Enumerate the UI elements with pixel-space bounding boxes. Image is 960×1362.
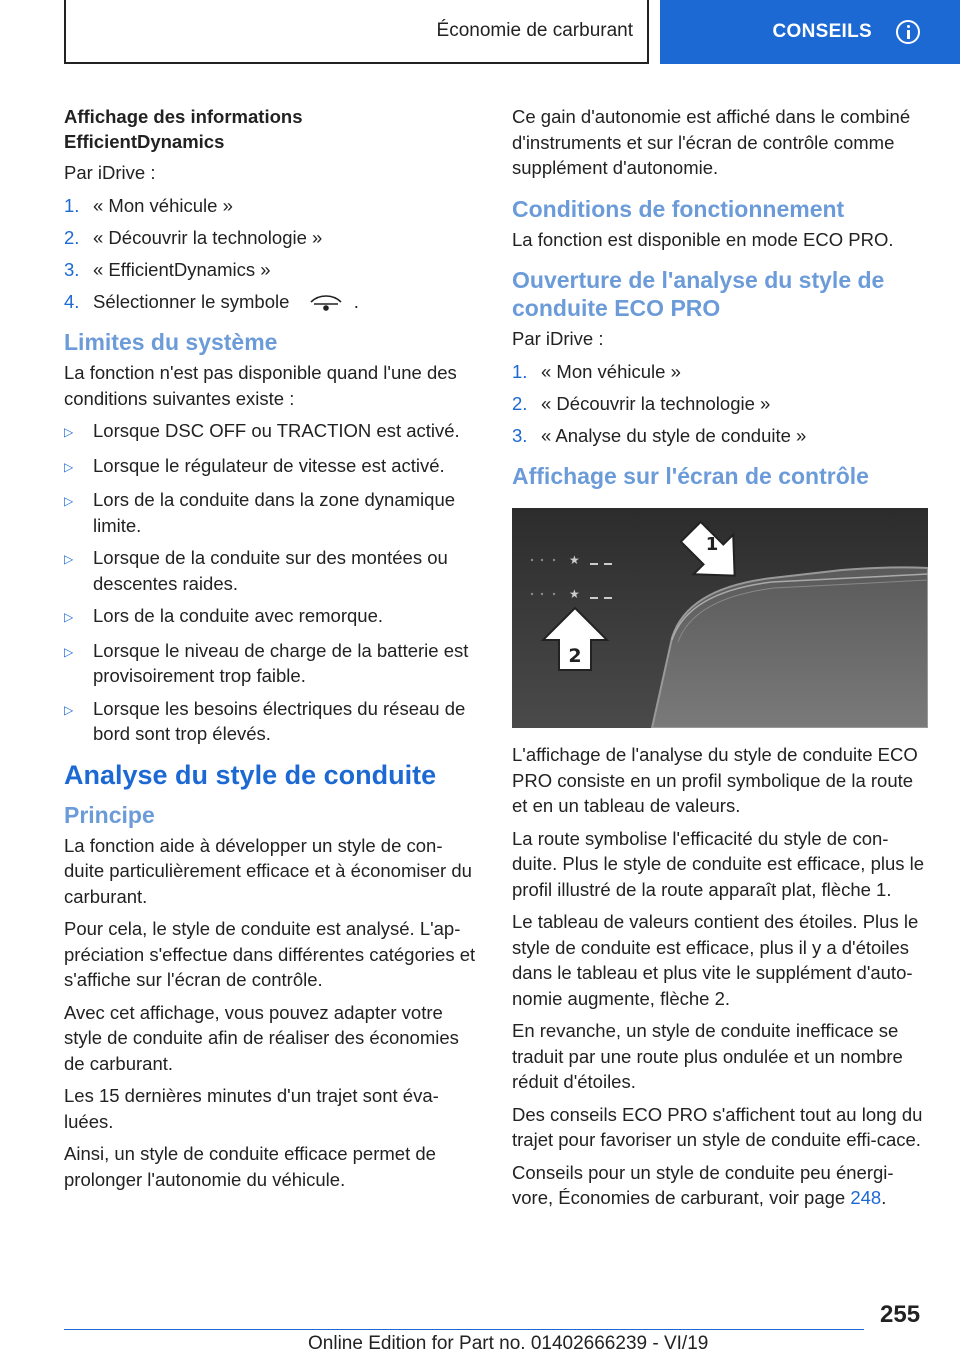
svg-text:★: ★ <box>569 553 580 567</box>
list-item <box>64 289 482 315</box>
principle-paragraph: Pour cela, le style de conduite est analysé. L'ap-préciation s'effectue dans différentes catégories et s'affiche sur l'écran de contrôle. <box>64 918 476 990</box>
right-column <box>512 104 930 1218</box>
triangle-bullet-icon: ▷ <box>64 552 74 566</box>
arrow-1-label: 1 <box>705 534 719 555</box>
step-text: « Découvrir la technologie » <box>93 226 323 248</box>
limits-title: Limites du système <box>64 329 278 355</box>
triangle-bullet-icon: ▷ <box>64 459 74 474</box>
step-number: 3. <box>64 258 80 280</box>
efficientdynamics-heading-line2: EfficientDynamics <box>64 131 225 152</box>
step-number: 3. <box>512 424 528 446</box>
limits-intro: La fonction n'est pas disponible quand l'une des conditions suivantes existe : <box>64 362 457 409</box>
list-item <box>64 696 482 747</box>
list-item <box>64 545 482 596</box>
condition-text: Lors de la conduite dans la zone dynamique limite. <box>93 489 456 536</box>
condition-text: Lorsque DSC OFF ou TRACTION est activé. <box>93 420 460 441</box>
step-text: « Mon véhicule » <box>541 360 681 382</box>
operating-conditions-title: Conditions de fonctionnement <box>512 195 845 222</box>
idrive-intro: Par iDrive : <box>512 328 604 349</box>
step-suffix: . <box>353 290 359 312</box>
description-paragraph: L'affichage de l'analyse du style de conduite ECO PRO consiste en un profil symbolique de la route et en un tableau de valeurs. <box>512 744 918 816</box>
tips-reference-paragraph <box>512 1160 930 1211</box>
condition-text: Lorsque les besoins électriques du réseau de bord sont trop élevés. <box>93 697 466 744</box>
list-item <box>64 603 482 631</box>
opening-analysis-title: Ouverture de l'analyse du style de conduite ECO PRO <box>512 267 885 321</box>
description-paragraph: La route symbolise l'efficacité du style de con-duite. Plus le style de conduite est efficace, plus le profil illustré de la route apparaît plat, flèche 1. <box>512 827 925 900</box>
step-text: « Mon véhicule » <box>93 194 233 216</box>
step-number: 1. <box>512 360 528 382</box>
principle-paragraph: Avec cet affichage, vous pouvez adapter votre style de conduite afin de réaliser des économies de carburant. <box>64 1001 459 1074</box>
list-item <box>64 418 482 446</box>
info-icon <box>896 20 920 44</box>
step-text: « EfficientDynamics » <box>93 258 271 280</box>
list-item <box>512 359 930 385</box>
operating-conditions-text: La fonction est disponible en mode ECO PRO. <box>512 228 894 250</box>
efficientdynamics-heading-line1: Affichage des informations <box>64 106 303 127</box>
triangle-bullet-icon: ▷ <box>64 494 74 508</box>
list-item <box>64 257 482 283</box>
principle-title: Principe <box>64 801 155 828</box>
display-title: Affichage sur l'écran de contrôle <box>512 463 869 489</box>
principle-paragraph: La fonction aide à développer un style de con-duite particulièrement efficace et à économiser du carburant. <box>64 834 472 907</box>
range-gain-text: Ce gain d'autonomie est affiché dans le combiné d'instruments et sur l'écran de contrôle comme supplément d'autonomie. <box>512 106 911 178</box>
triangle-bullet-icon: ▷ <box>64 702 74 717</box>
svg-text:★: ★ <box>569 587 580 601</box>
footer-edition: Online Edition for Part no. 01402666239 - VI/19 <box>308 1333 709 1354</box>
condition-text: Lorsque de la conduite sur des montées ou descentes raides. <box>93 547 448 594</box>
step-text: « Découvrir la technologie » <box>541 392 771 414</box>
header-chapter-tab <box>64 0 649 64</box>
analysis-steps <box>512 359 930 449</box>
list-item <box>64 453 482 481</box>
condition-text: Lors de la conduite avec remorque. <box>93 605 384 626</box>
step-number: 4. <box>64 290 80 312</box>
footer-divider <box>64 1329 864 1330</box>
tips-reference-text: Conseils pour un style de conduite peu énergi-vore, Économies de carburant, voir page <box>512 1161 894 1208</box>
list-item <box>64 193 482 219</box>
list-item <box>512 391 930 417</box>
description-paragraph: Des conseils ECO PRO s'affichent tout au long du trajet pour favoriser un style de conduite effi-cace. <box>512 1103 923 1150</box>
analysis-title: Analyse du style de conduite <box>64 759 437 790</box>
condition-text: Lorsque le régulateur de vitesse est activé. <box>93 454 445 476</box>
triangle-bullet-icon: ▷ <box>64 425 74 439</box>
tips-reference-period: . <box>881 1187 887 1208</box>
step-text: Sélectionner le symbole <box>93 290 290 312</box>
step-number: 1. <box>64 194 80 216</box>
step-number: 2. <box>64 226 80 248</box>
limits-conditions <box>64 418 482 747</box>
eco-pro-analysis-figure <box>512 508 928 728</box>
list-item <box>64 225 482 251</box>
eco-pro-display-illustration <box>512 508 928 728</box>
arrow-2-label: 2 <box>568 645 582 667</box>
triangle-bullet-icon: ▷ <box>64 644 74 659</box>
header-section-tab[interactable] <box>660 0 960 64</box>
triangle-bullet-icon: ▷ <box>64 610 74 624</box>
header-section-title: CONSEILS <box>772 21 872 42</box>
description-paragraph: Le tableau de valeurs contient des étoiles. Plus le style de conduite est efficace, plus il y a d'étoiles dans le tableau et plus vite le supplément d'auto-nomie augmente, flèche 2. <box>512 911 919 1009</box>
list-item <box>64 487 482 538</box>
principle-paragraph: Ainsi, un style de conduite efficace permet de prolonger l'autonomie du véhicule. <box>64 1143 436 1190</box>
list-item <box>512 423 930 449</box>
step-text: « Analyse du style de conduite » <box>541 424 807 446</box>
condition-text: Lorsque le niveau de charge de la batterie est provisoirement trop faible. <box>93 639 469 686</box>
header-chapter-title: Économie de carburant <box>436 20 633 41</box>
principle-paragraph: Les 15 dernières minutes d'un trajet sont éva-luées. <box>64 1085 439 1132</box>
list-item <box>64 638 482 689</box>
car-efficiency-icon <box>309 294 343 312</box>
step-number: 2. <box>512 392 528 414</box>
efficientdynamics-heading <box>64 104 482 154</box>
page-number: 255 <box>880 1301 921 1328</box>
description-paragraph: En revanche, un style de conduite inefficace se traduit par une route plus ondulée et un nombre réduit d'étoiles. <box>512 1020 903 1092</box>
idrive-intro: Par iDrive : <box>64 162 156 183</box>
left-column <box>64 104 482 1199</box>
efficientdynamics-steps <box>64 193 482 315</box>
page-link[interactable]: 248 <box>850 1187 882 1208</box>
